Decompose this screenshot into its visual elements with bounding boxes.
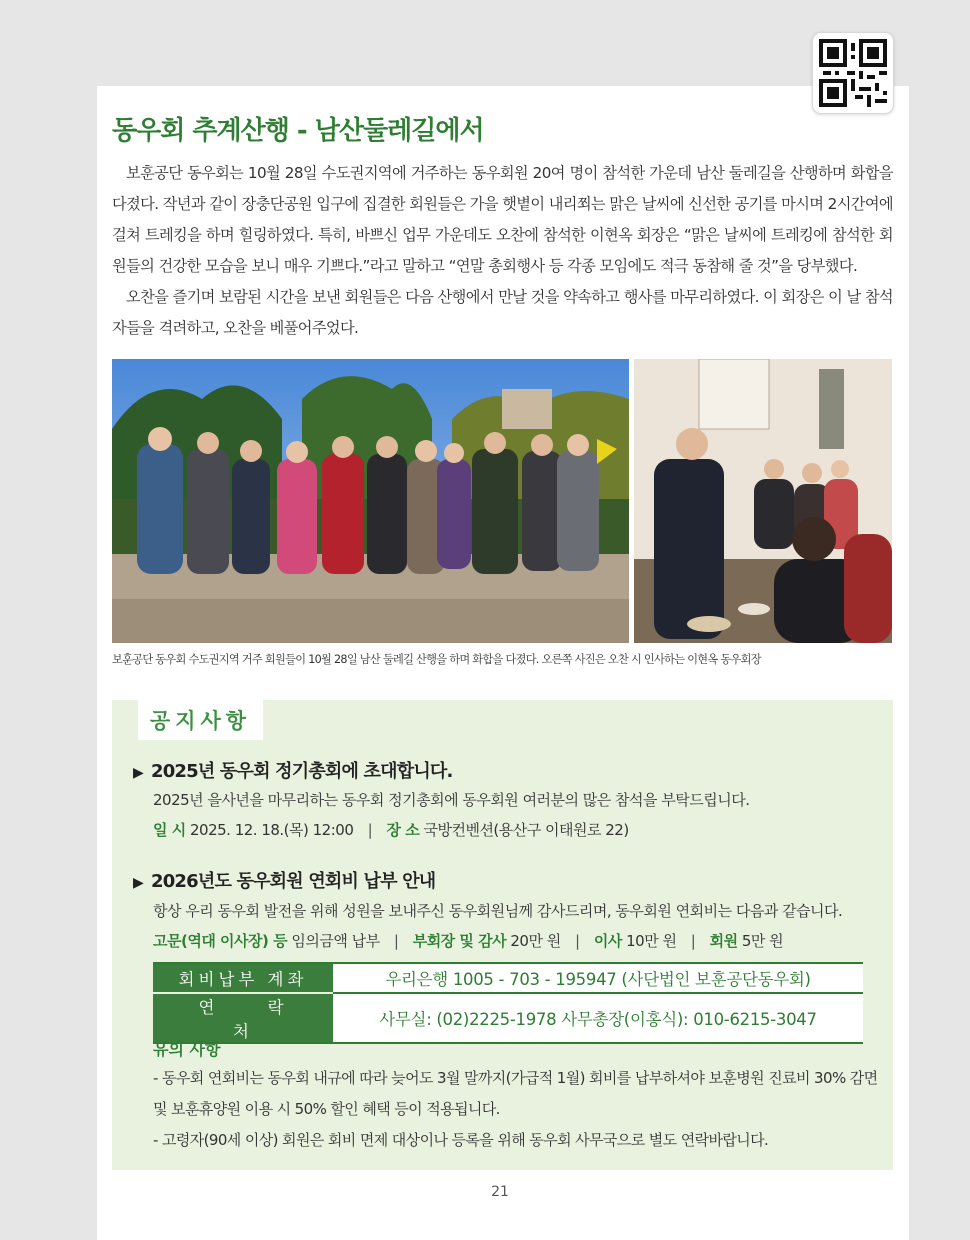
place-value: 국방컨벤션(용산구 이태원로 22) <box>423 821 629 839</box>
fee-label: 부회장 및 감사 <box>412 932 507 950</box>
table-row <box>153 963 863 993</box>
contact-value: 사무실: (02)2225-1978 사무총장(이홍식): 010-6215-3047 <box>333 993 863 1043</box>
table-row <box>153 993 863 1043</box>
notice-item-2-title: 2026년도 동우회원 연회비 납부 안내 <box>150 871 436 892</box>
triangle-right-icon: ▶ <box>133 765 143 781</box>
fee-label: 이사 <box>593 932 622 950</box>
notice-item-2-body: 항상 우리 동우회 발전을 위해 성원을 보내주신 동우회원님께 감사드리며, 동우회원 연회비는 다음과 같습니다. <box>153 902 843 920</box>
fee-value: 20만 원 <box>510 932 561 950</box>
account-label: 회비납부 계좌 <box>153 963 333 993</box>
place-label: 장 소 <box>386 821 420 839</box>
notice-tag: 공지사항 <box>138 700 263 740</box>
notice-item-1-heading <box>133 757 453 783</box>
luncheon-photo <box>634 359 892 643</box>
fee-label: 회원 <box>709 932 738 950</box>
caution-item: - 동우회 연회비는 동우회 내규에 따라 늦어도 3월 말까지(가급적 1월) 회비를 납부하셔야 보훈병원 진료비 30% 감면 및 보훈휴양원 이용 시 50% 할인 혜택 등이 적용됩니다. <box>153 1069 878 1118</box>
contact-label: 연 락 처 <box>153 993 333 1043</box>
separator: | <box>575 932 580 950</box>
fee-value: 5만 원 <box>741 932 784 950</box>
article-paragraph: 보훈공단 동우회는 10월 28일 수도권지역에 거주하는 동우회원 20여 명이 참석한 가운데 남산 둘레길을 산행하며 화합을 다졌다. 작년과 같이 장충단공원 입구에 집결한 회원들은 가을 햇볕이 내리쬐는 맑은 날씨에 신선한 공기를 마시며 2시간여에 걸쳐 트레킹을 하며 힐링하였다. 특히, 바쁘신 업무 가운데도 오찬에 참석한 이현옥 회장은 “맑은 날씨에 트레킹에 참석한 회원들의 건강한 모습을 보니 매우 기쁘다.”라고 말하고 “연말 총회행사 등 각종 모임에도 적극 동참해 줄 것”을 당부했다. <box>112 164 893 275</box>
fee-value: 10만 원 <box>626 932 677 950</box>
event-schedule <box>153 819 629 840</box>
separator: | <box>367 821 373 839</box>
group-hiking-photo <box>112 359 629 643</box>
page-number: 21 <box>491 1184 509 1200</box>
date-value: 2025. 12. 18.(목) 12:00 <box>189 821 354 839</box>
caution-heading: 유의 사항 <box>153 1040 221 1059</box>
fee-value: 임의금액 납부 <box>291 932 380 950</box>
date-label: 일 시 <box>153 821 186 839</box>
triangle-right-icon: ▶ <box>133 875 143 891</box>
separator: | <box>393 932 399 950</box>
photo-caption: 보훈공단 동우회 수도권지역 거주 회원들이 10월 28일 남산 둘레길 산행을 하며 화합을 다졌다. 오른쪽 사진은 오찬 시 인사하는 이현옥 동우회장 <box>112 653 761 666</box>
fee-schedule <box>153 930 783 951</box>
caution-item: - 고령자(90세 이상) 회원은 회비 면제 대상이나 등록을 위해 동우회 사무국으로 별도 연락바랍니다. <box>153 1131 769 1149</box>
article-paragraph: 오찬을 즐기며 보람된 시간을 보낸 회원들은 다음 산행에서 만날 것을 약속하고 행사를 마무리하였다. 이 회장은 이 날 참석자들을 격려하고, 오찬을 베풀어주었다. <box>112 288 893 337</box>
article-body <box>112 158 893 344</box>
qr-code-icon <box>819 39 887 107</box>
payment-info-table <box>153 962 863 1044</box>
account-value: 우리은행 1005 - 703 - 195947 (사단법인 보훈공단동우회) <box>333 963 863 993</box>
fee-label: 고문(역대 이사장) 등 <box>153 932 288 950</box>
separator: | <box>690 932 696 950</box>
article-title: 동우회 추계산행 - 남산둘레길에서 <box>112 116 484 146</box>
notice-item-1-body: 2025년 을사년을 마무리하는 동우회 정기총회에 동우회원 여러분의 많은 참석을 부탁드립니다. <box>153 791 750 809</box>
notice-item-1-title: 2025년 동우회 정기총회에 초대합니다. <box>150 761 453 782</box>
qr-code[interactable] <box>812 32 894 114</box>
notice-item-2-heading <box>133 867 435 893</box>
